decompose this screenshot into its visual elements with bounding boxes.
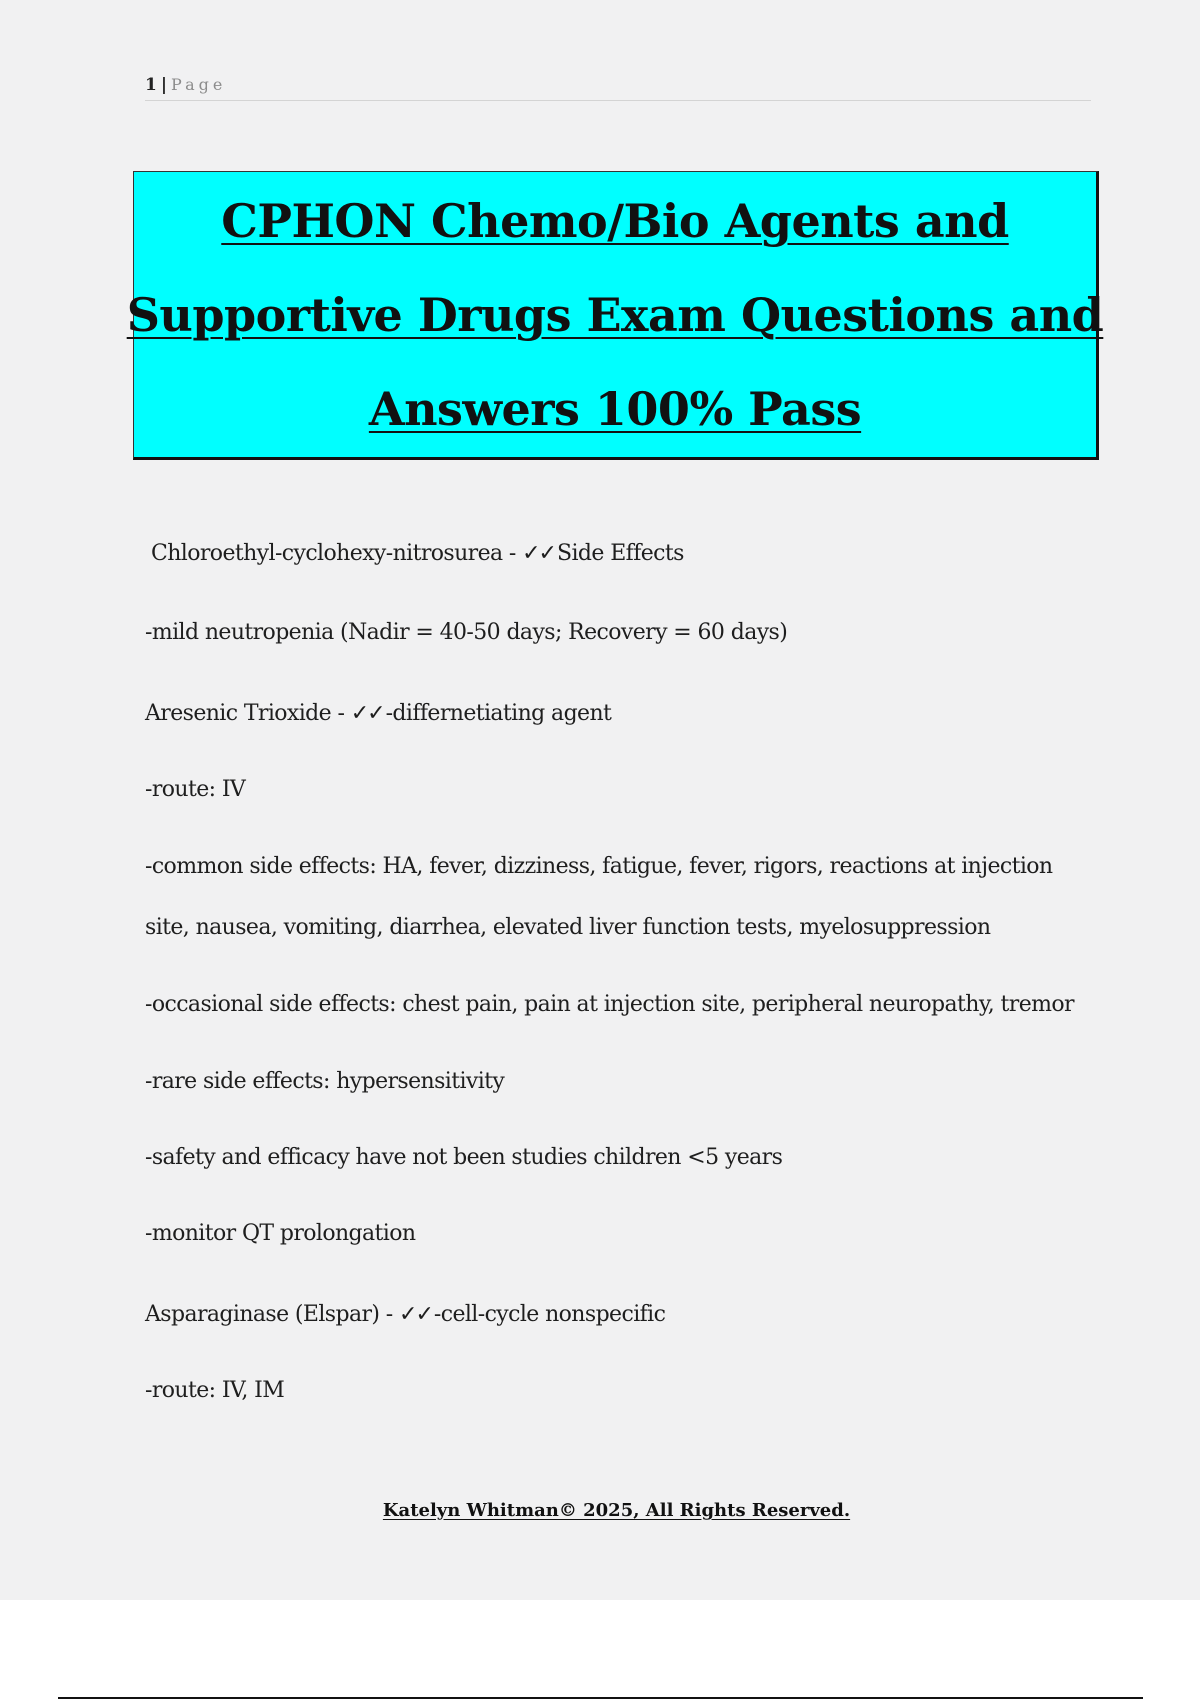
page-number: 1: [145, 75, 157, 95]
qa-entry-chloroethyl: [151, 541, 684, 566]
title-line-1: CPHON Chemo/Bio Agents and: [221, 193, 1009, 248]
double-check-icon: ✓✓: [399, 1302, 432, 1327]
answer-text: Side Effects: [557, 541, 684, 566]
title-line-3: Answers 100% Pass: [368, 381, 862, 436]
question-text: Asparaginase (Elspar) -: [145, 1302, 400, 1327]
next-page-divider: [58, 1697, 1143, 1699]
body-line: -route: IV, IM: [145, 1378, 285, 1403]
answer-text: -differnetiating agent: [385, 701, 612, 726]
title-box: [126, 171, 1104, 460]
page-separator: |: [160, 75, 168, 95]
body-line: -safety and efficacy have not been studies children <5 years: [145, 1145, 783, 1170]
answer-text: -cell-cycle nonspecific: [433, 1302, 666, 1327]
body-line: -monitor QT prolongation: [145, 1221, 416, 1246]
qa-entry-asparaginase: [145, 1302, 665, 1327]
double-check-icon: ✓✓: [350, 701, 384, 726]
body-line: -route: IV: [145, 777, 246, 802]
body-line: site, nausea, vomiting, diarrhea, elevated liver function tests, myelosuppression: [145, 915, 991, 940]
title-line-2: Supportive Drugs Exam Questions and: [126, 287, 1104, 342]
page-footer: [0, 1500, 1200, 1521]
copyright-notice: Katelyn Whitman© 2025, All Rights Reserved.: [382, 1500, 851, 1521]
question-text: Aresenic Trioxide -: [145, 701, 351, 726]
double-check-icon: ✓✓: [522, 541, 555, 566]
qa-entry-arsenic: [145, 701, 611, 726]
body-line: -rare side effects: hypersensitivity: [145, 1069, 505, 1094]
page-label: Page: [171, 75, 227, 94]
question-text: Chloroethyl-cyclohexy-nitrosurea -: [151, 541, 523, 566]
page-header: [145, 72, 1091, 101]
body-line: -mild neutropenia (Nadir = 40-50 days; Recovery = 60 days): [145, 620, 788, 645]
body-line: -occasional side effects: chest pain, pain at injection site, peripheral neuropathy, tremor: [145, 992, 1074, 1017]
body-line: -common side effects: HA, fever, dizziness, fatigue, fever, rigors, reactions at injection: [145, 854, 1053, 879]
